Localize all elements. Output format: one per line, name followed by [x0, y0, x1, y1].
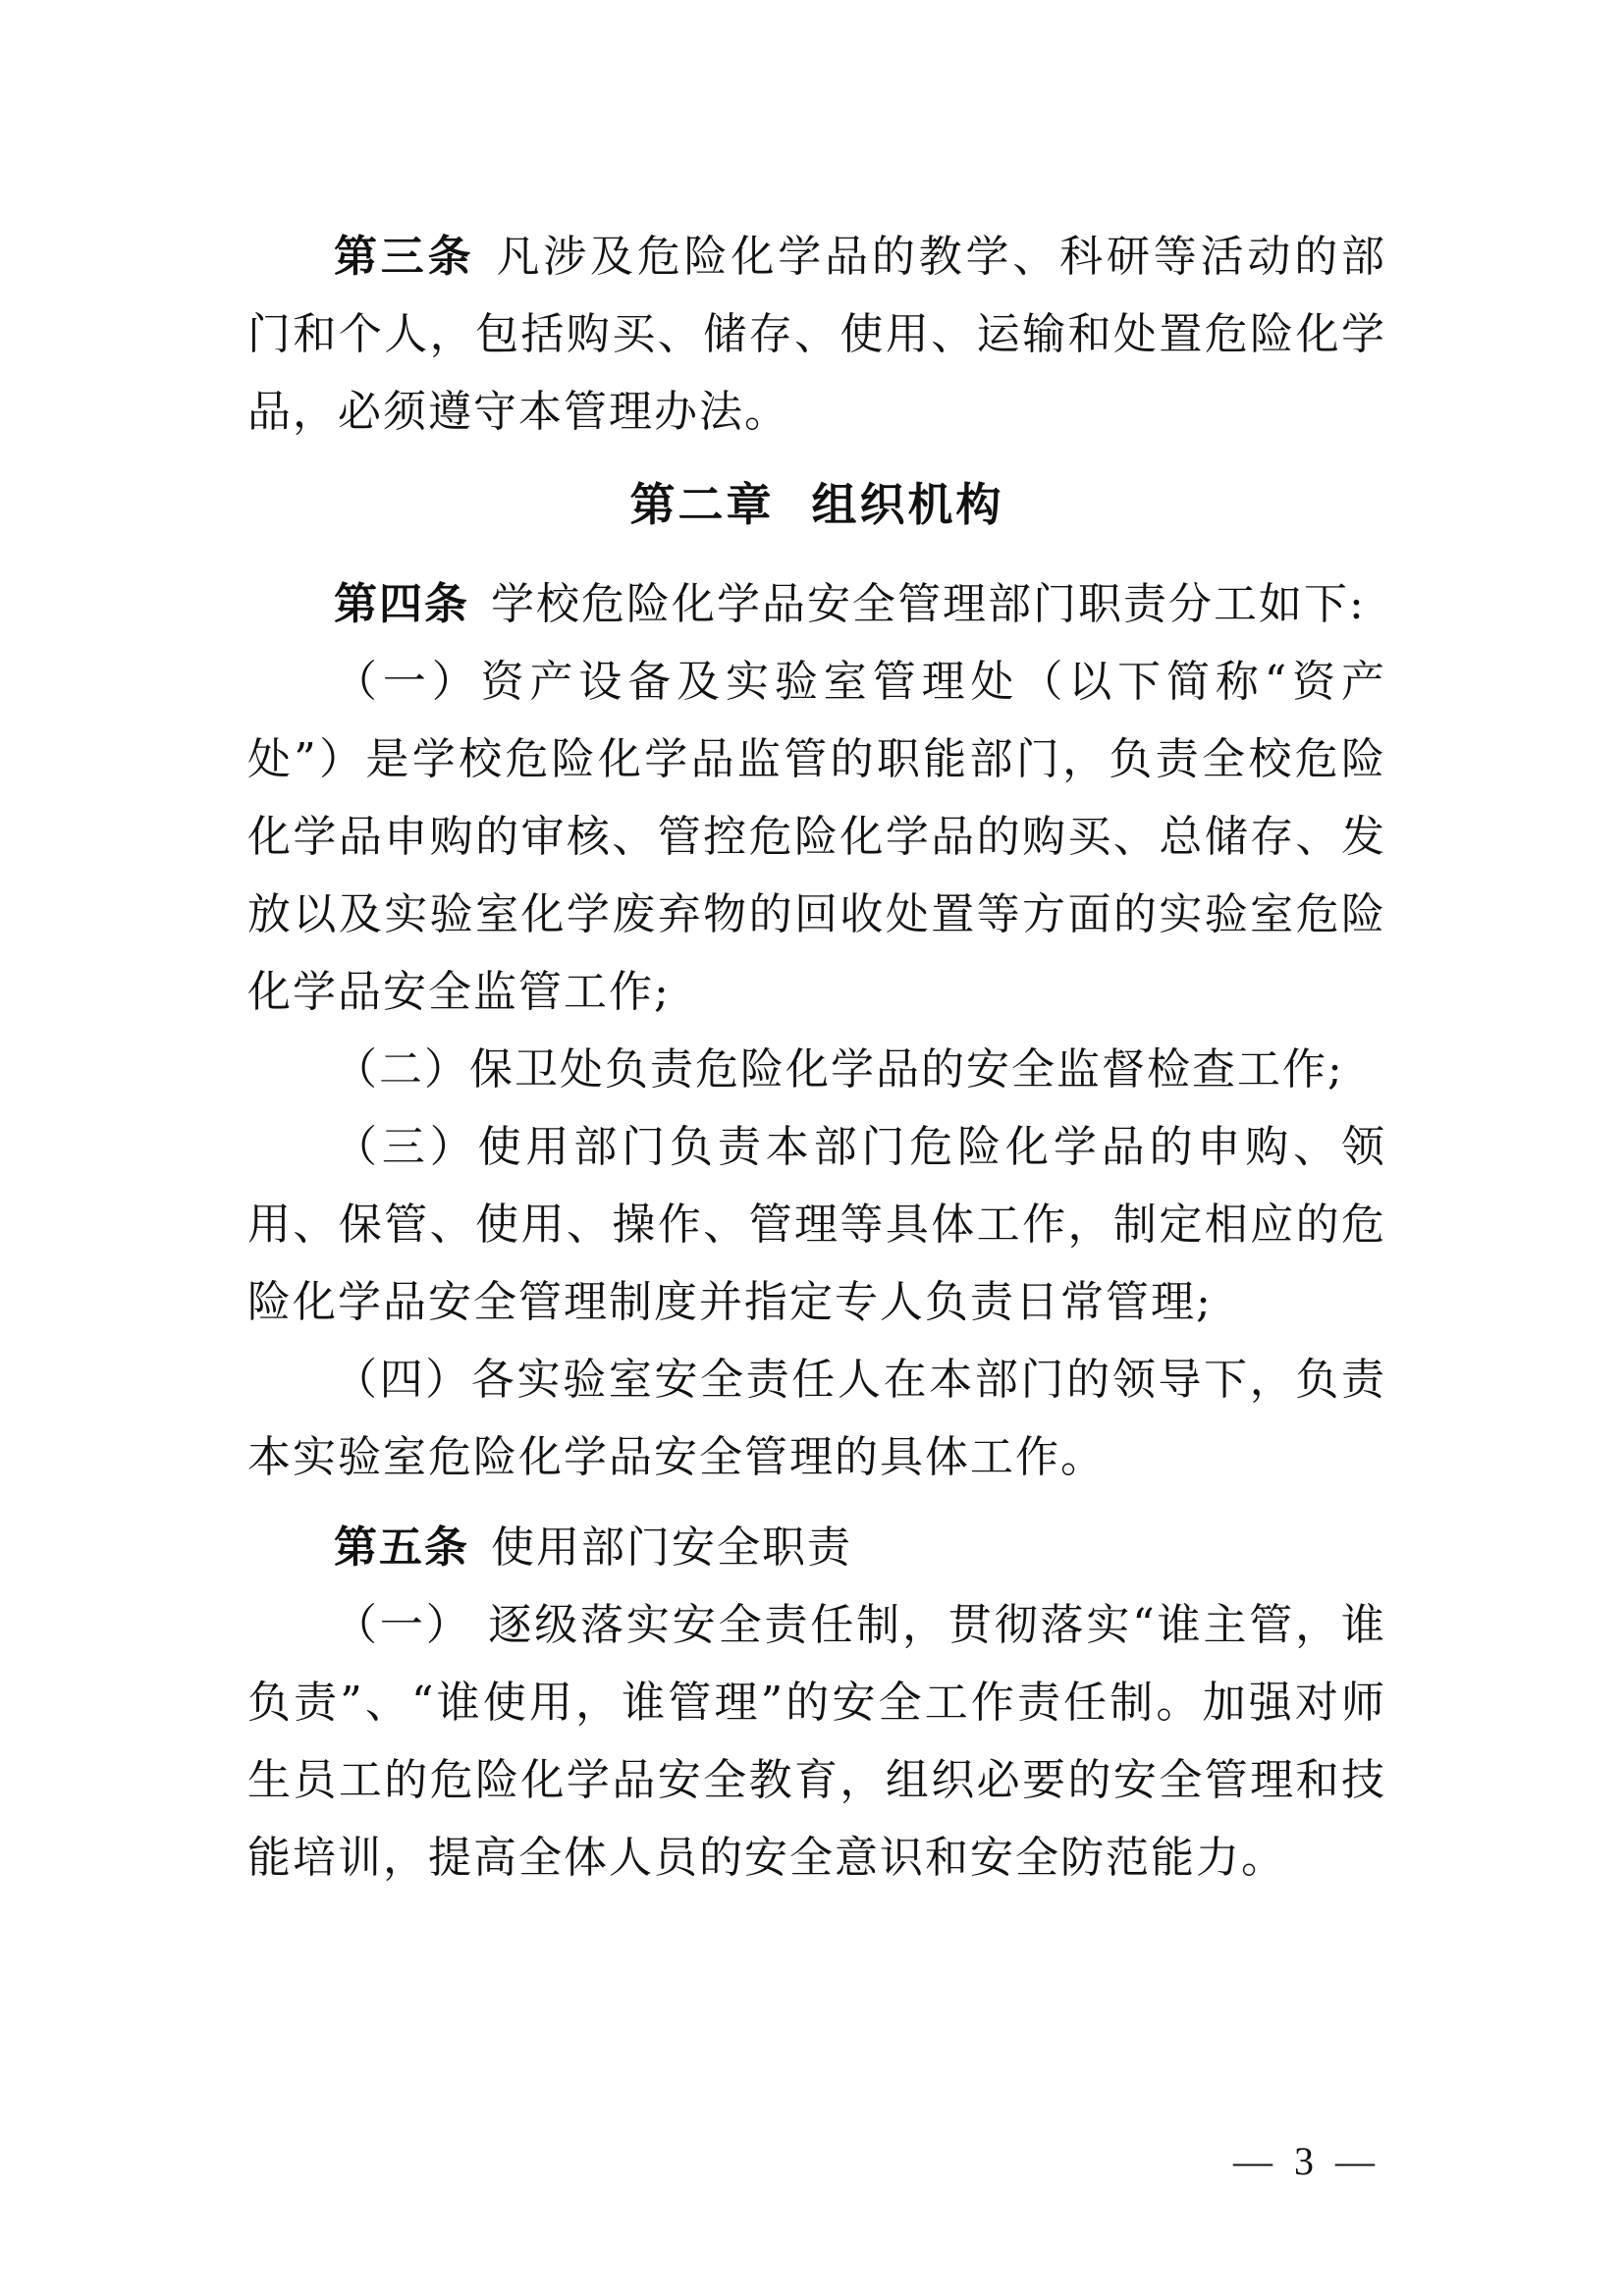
article-4-item-2: （二）保卫处负责危险化学品的安全监督检查工作; [334, 1044, 1344, 1095]
article-3-heading: 第三条 [334, 232, 475, 282]
article-4-heading: 第四条 [334, 579, 469, 629]
article-3-text: 凡涉及危险化学品的教学、科研等活动的部门和个人，包括购买、储存、使用、运输和处置危险化学品，必须遵守本管理办法。 [247, 232, 1387, 437]
article-4-item-3: （三）使用部门负责本部门危险化学品的申购、领用、保管、使用、操作、管理等具体工作，制定相应的危险化学品安全管理制度并指定专人负责日常管理; [247, 1122, 1386, 1327]
article-5-block [247, 1509, 1386, 1896]
article-4-item-1: （一）资产设备及实验室管理处（以下简称“资产处”）是学校危险化学品监管的职能部门，负责全校危险化学品申购的审核、管控危险化学品的购买、总储存、发放以及实验室化学废弃物的回收处置等方面的实验室危险化学品安全监管工作; [247, 657, 1386, 1017]
article-5 [247, 1509, 1386, 1586]
article-5-heading: 第五条 [334, 1522, 469, 1573]
article-3 [247, 218, 1386, 451]
article-4-item-4: （四）各实验室安全责任人在本部门的领导下，负责本实验室危险化学品安全管理的具体工作。 [247, 1355, 1386, 1482]
article-4 [247, 565, 1386, 643]
chapter-2-heading [247, 466, 1386, 544]
article-5-item-1: （一） 逐级落实安全责任制，贯彻落实“谁主管，谁负责”、“谁使用，谁管理”的安全工作责任制。加强对师生员工的危险化学品安全教育，组织必要的安全管理和技能培训，提高全体人员的安全意识和安全防范能力。 [247, 1600, 1386, 1883]
page-number: — 3 — [1233, 2139, 1380, 2183]
article-4-block [247, 565, 1386, 1496]
article-5-text: 使用部门安全职责 [491, 1522, 852, 1573]
chapter-2-title: 组织机构 [811, 478, 1004, 531]
article-3-block [247, 218, 1386, 451]
article-4-text: 学校危险化学品安全管理部门职责分工如下: [491, 579, 1366, 629]
chapter-2-number: 第二章 [629, 478, 775, 531]
chapter-2-block [247, 466, 1386, 544]
